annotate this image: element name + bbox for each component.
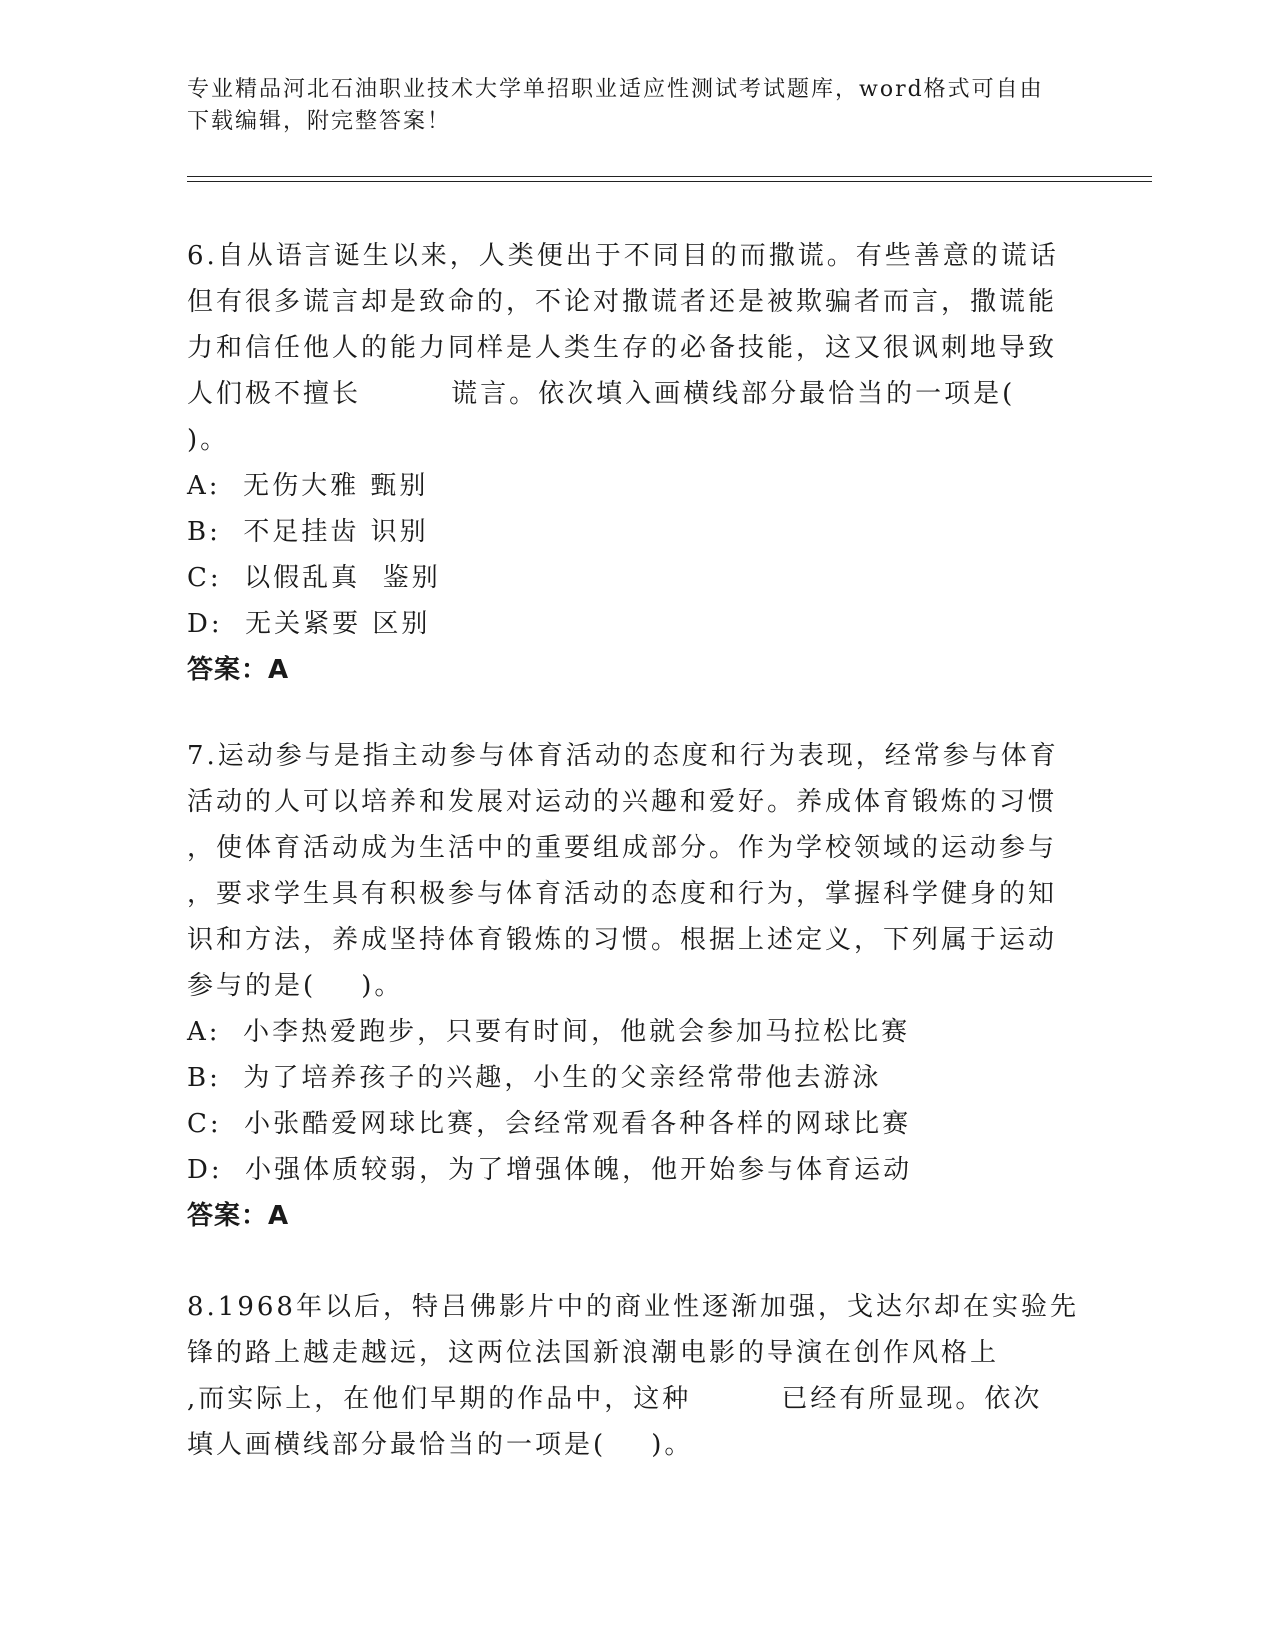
header-line-1: 专业精品河北石油职业技术大学单招职业适应性测试考试题库，word格式可自由	[187, 77, 1044, 102]
question-text-line: 活动的人可以培养和发展对运动的兴趣和爱好。养成体育锻炼的习惯	[187, 787, 1058, 817]
answer: 答案：A	[187, 655, 290, 685]
option-a: A: 无伤大雅 甄别	[187, 471, 429, 501]
question-text-line: 但有很多谎言却是致命的，不论对撒谎者还是被欺骗者而言，撒谎能	[187, 287, 1058, 317]
question-text-line: 7.运动参与是指主动参与体育活动的态度和行为表现，经常参与体育	[187, 741, 1059, 771]
header-line-2: 下载编辑，附完整答案！	[187, 109, 452, 134]
answer: 答案：A	[187, 1201, 290, 1231]
page-header	[187, 74, 1087, 138]
question-text-line: 6.自从语言诞生以来，人类便出于不同目的而撒谎。有些善意的谎话	[187, 241, 1059, 271]
question-text-line: 力和信任他人的能力同样是人类生存的必备技能，这又很讽刺地导致	[187, 333, 1058, 363]
question-text-line: 参与的是( )。	[187, 971, 404, 1001]
option-d: D: 小强体质较弱，为了增强体魄，他开始参与体育运动	[187, 1155, 913, 1185]
question-8	[187, 1284, 1079, 1468]
question-text-line: ，要求学生具有积极参与体育活动的态度和行为，掌握科学健身的知	[187, 879, 1058, 909]
header-rule-top	[187, 176, 1152, 177]
question-text-line: 锋的路上越走越远，这两位法国新浪潮电影的导演在创作风格上	[187, 1338, 1000, 1368]
question-text-line: ,而实际上，在他们早期的作品中，这种 已经有所显现。依次	[187, 1384, 1043, 1414]
question-7	[187, 733, 1067, 1239]
question-text-line: 8.1968年以后，特吕佛影片中的商业性逐渐加强，戈达尔却在实验先	[187, 1292, 1079, 1322]
option-a: A: 小李热爱跑步，只要有时间，他就会参加马拉松比赛	[187, 1017, 911, 1047]
question-text-line: ，使体育活动成为生活中的重要组成部分。作为学校领域的运动参与	[187, 833, 1058, 863]
option-c: C: 以假乱真 鉴别	[187, 563, 441, 593]
question-text-line: 识和方法，养成坚持体育锻炼的习惯。根据上述定义，下列属于运动	[187, 925, 1058, 955]
question-6	[187, 233, 1067, 693]
option-b: B: 不足挂齿 识别	[187, 517, 429, 547]
option-d: D: 无关紧要 区别	[187, 609, 431, 639]
question-text-line: 填人画横线部分最恰当的一项是( )。	[187, 1430, 694, 1460]
header-rule-bottom	[187, 181, 1152, 182]
question-text-line: 人们极不擅长 谎言。依次填入画横线部分最恰当的一项是(	[187, 379, 1016, 409]
option-c: C: 小张酷爱网球比赛，会经常观看各种各样的网球比赛	[187, 1109, 912, 1139]
question-text-line: )。	[187, 425, 230, 455]
option-b: B: 为了培养孩子的兴趣，小生的父亲经常带他去游泳	[187, 1063, 882, 1093]
